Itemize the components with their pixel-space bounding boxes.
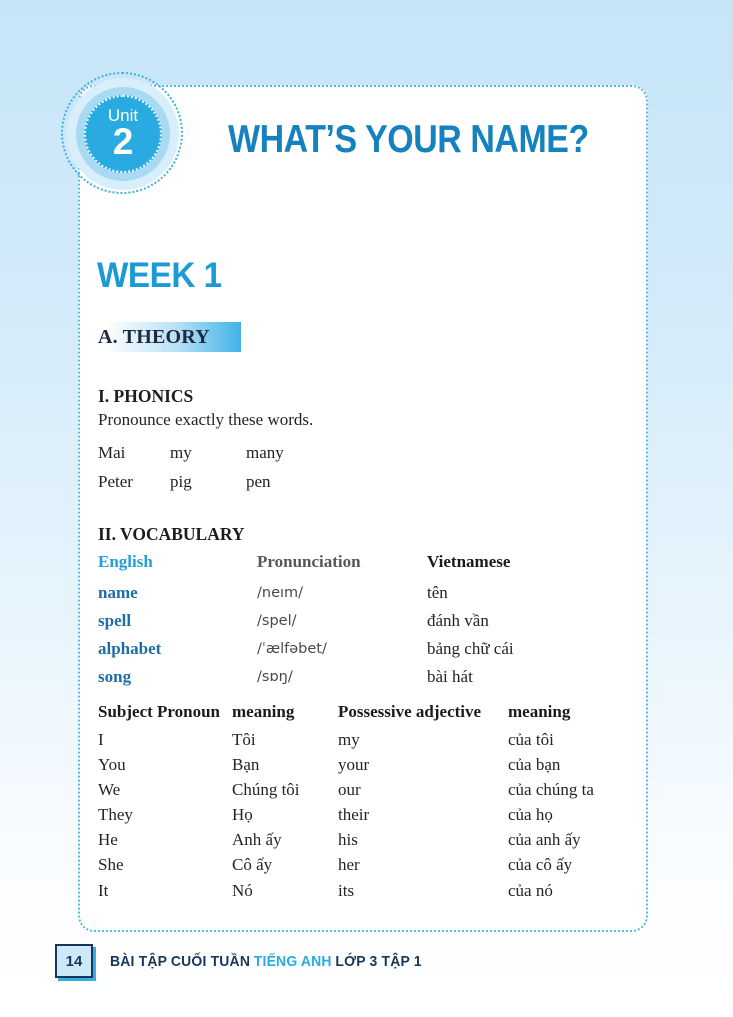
page-title: WHAT’S YOUR NAME? [228, 118, 589, 161]
vocabulary-header-row [98, 552, 628, 572]
phonics-instruction: Pronounce exactly these words. [98, 410, 314, 429]
table-cell: Possessive adjective [338, 702, 482, 721]
table-cell: English [98, 552, 153, 571]
table-cell: Peter [98, 472, 133, 491]
table-cell: You [98, 755, 126, 775]
table-cell: your [338, 755, 370, 775]
vocabulary-table [98, 579, 628, 691]
phonics-heading: I. PHONICS [98, 386, 194, 406]
page-footer [55, 944, 449, 978]
table-cell: /spel/ [257, 613, 297, 629]
table-cell: many [246, 443, 284, 462]
table-cell: Mai [98, 443, 126, 462]
table-cell: tên [427, 583, 448, 602]
table-cell: của tôi [508, 730, 554, 749]
vocabulary-heading: II. VOCABULARY [98, 524, 245, 544]
week-heading: WEEK 1 [97, 256, 222, 295]
table-cell: /sɒŋ/ [257, 669, 293, 685]
table-cell: /ˈælfəbet/ [257, 641, 327, 657]
table-cell: Tôi [232, 730, 256, 749]
table-cell: của nó [508, 880, 553, 900]
pronoun-table [98, 727, 628, 903]
table-cell: meaning [232, 702, 295, 721]
section-a-heading [93, 322, 241, 352]
table-cell: He [98, 830, 118, 850]
table-cell: her [338, 855, 360, 875]
footer-title [110, 953, 425, 970]
table-cell: my [338, 730, 360, 749]
unit-badge-circle [84, 95, 162, 173]
table-cell: its [338, 880, 355, 900]
table-cell: của anh ấy [508, 830, 581, 850]
section-a-label: A. THEORY [98, 325, 210, 348]
table-cell: alphabet [98, 639, 162, 658]
table-cell: Subject Pronoun [98, 702, 221, 721]
table-cell: Vietnamese [427, 552, 511, 571]
table-cell: pen [246, 472, 271, 491]
table-cell: meaning [508, 702, 571, 721]
table-cell: Pronunciation [257, 552, 361, 571]
table-cell: Cô ấy [232, 855, 273, 875]
table-cell: We [98, 780, 121, 800]
table-cell: I [98, 730, 104, 749]
unit-label: Unit [107, 106, 139, 125]
table-cell: our [338, 780, 361, 800]
table-cell: They [98, 805, 133, 825]
footer-text-highlight: TIẾNG ANH [253, 952, 332, 970]
table-cell: It [98, 880, 109, 900]
table-cell: Nó [232, 880, 253, 900]
table-cell: của bạn [508, 755, 561, 775]
table-cell: name [98, 583, 138, 602]
table-cell: bảng chữ cái [427, 639, 514, 658]
table-cell: his [338, 830, 358, 850]
table-cell: Họ [232, 805, 253, 825]
unit-number: 2 [112, 121, 134, 162]
table-cell: song [98, 667, 132, 686]
table-cell: spell [98, 611, 132, 630]
table-cell: của cô ấy [508, 855, 573, 875]
footer-text-suffix: LỚP 3 TẬP 1 [335, 952, 422, 970]
table-cell: Anh ấy [232, 830, 282, 850]
footer-text-prefix: BÀI TẬP CUỐI TUẦN [110, 952, 251, 970]
phonics-table [98, 438, 628, 496]
table-cell: their [338, 805, 370, 825]
unit-badge [61, 72, 187, 198]
table-cell: của chúng ta [508, 780, 594, 800]
table-cell: Bạn [232, 755, 260, 775]
table-cell: Chúng tôi [232, 780, 300, 800]
table-cell: my [170, 443, 192, 462]
table-cell: /neım/ [257, 585, 304, 601]
table-cell: bài hát [427, 667, 473, 686]
table-cell: She [98, 855, 124, 875]
table-cell: pig [170, 472, 192, 491]
pronoun-header-row [98, 702, 628, 722]
page-number-box: 14 [55, 944, 93, 978]
table-cell: của họ [508, 805, 553, 825]
table-cell: đánh vần [427, 611, 489, 630]
